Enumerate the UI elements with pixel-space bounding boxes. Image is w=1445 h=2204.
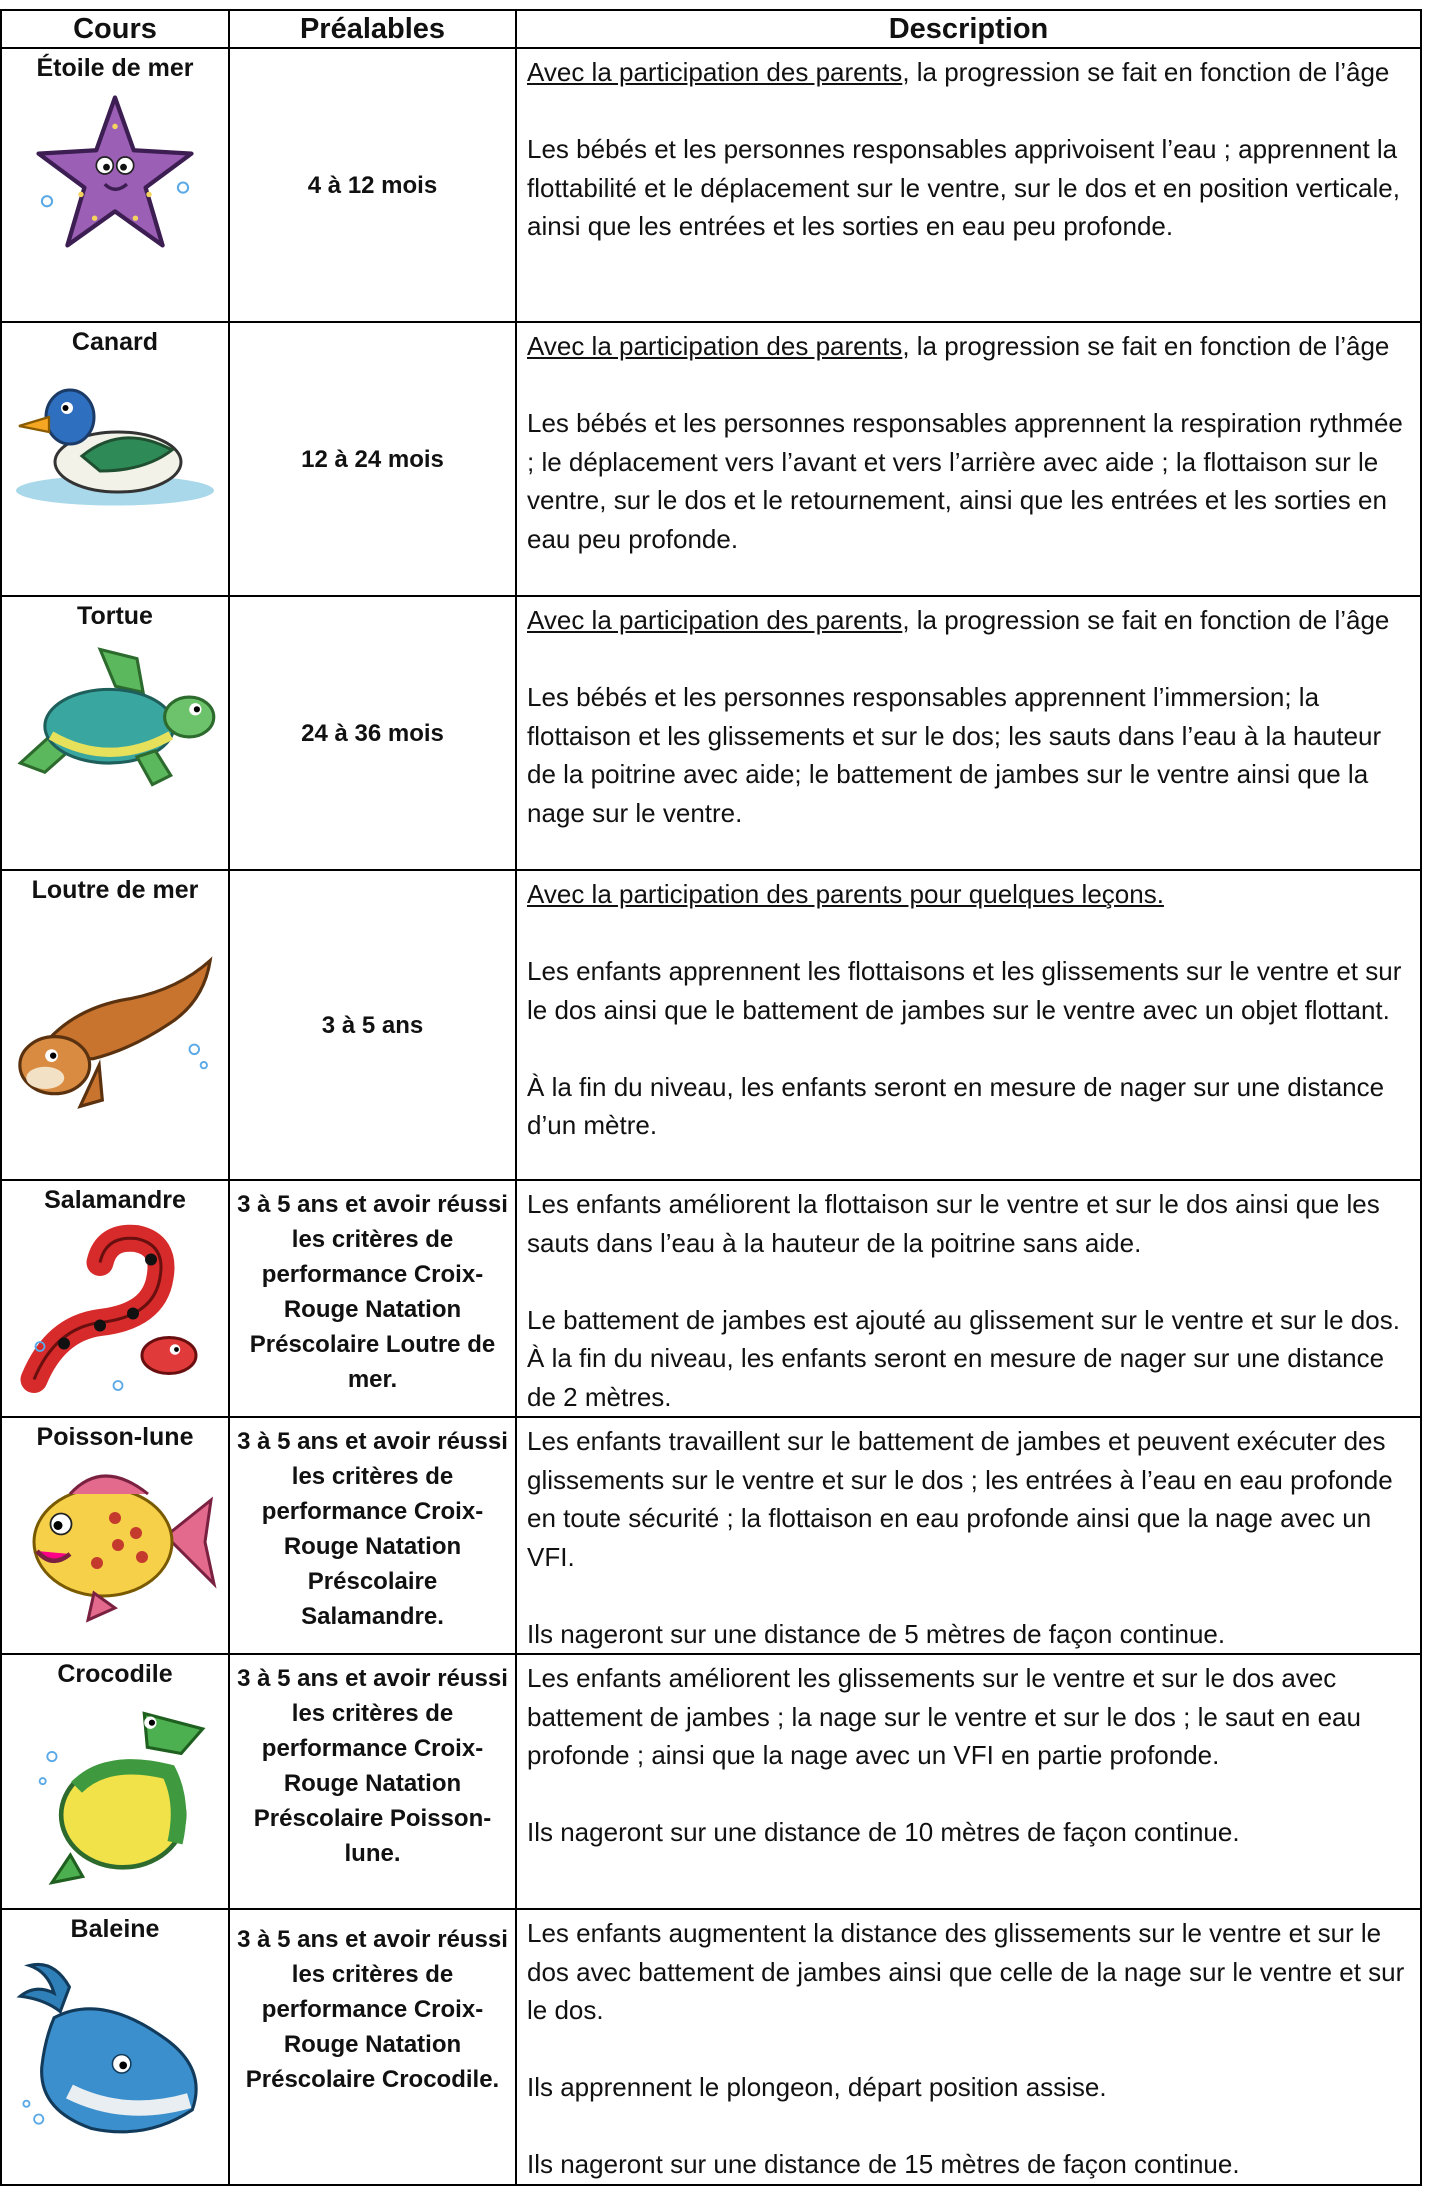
course-name: Tortue [77,602,153,630]
table-row [1,1417,1421,1654]
course-cell [1,322,229,596]
prereq-cell: 3 à 5 ans et avoir réussi les critères de performance Croix-Rouge Natation Préscolaire Salamandre. [229,1417,516,1654]
crocodile-icon [15,1695,215,1895]
table-row [1,596,1421,870]
description-cell [516,1909,1421,2185]
header-description: Description [516,10,1421,48]
desc-underlined: Avec la participation des parents [527,331,903,361]
desc-underlined: Avec la participation des parents [527,57,903,87]
course-name: Canard [71,328,159,356]
description-cell [516,48,1421,322]
header-row [1,10,1421,48]
course-name: Crocodile [57,1660,173,1688]
desc-paragraph: Les enfants améliorent la flottaison sur le ventre et sur le dos ainsi que les sauts dans l’eau à la hauteur de la poitrine sans aide. [527,1189,1380,1258]
prereq-cell: 3 à 5 ans et avoir réussi les critères de performance Croix-Rouge Natation Préscolaire Poisson-lune. [229,1654,516,1909]
course-table [0,9,1422,2186]
prereq-cell: 3 à 5 ans [229,870,516,1180]
header-course: Cours [1,10,229,48]
description-cell [516,1654,1421,1909]
table-row [1,1654,1421,1909]
description-cell [516,1180,1421,1417]
desc-paragraph: Ils nageront sur une distance de 10 mètres de façon continue. [527,1817,1240,1847]
desc-underlined: Avec la participation des parents [527,605,903,635]
prereq-cell: 24 à 36 mois [229,596,516,870]
desc-paragraph: Les enfants améliorent les glissements sur le ventre et sur le dos avec battement de jambes ; la nage sur le ventre et sur le dos ; le saut en eau profonde ; ainsi que la nage avec un VFI en partie profonde. [527,1663,1361,1770]
course-cell [1,48,229,322]
course-name: Loutre de mer [31,876,199,904]
course-name: Baleine [70,1915,160,1943]
prereq-cell: 3 à 5 ans et avoir réussi les critères de performance Croix-Rouge Natation Préscolaire Crocodile. [229,1909,516,2185]
desc-paragraph: Ils nageront sur une distance de 15 mètres de façon continue. [527,2149,1240,2179]
table-row [1,1180,1421,1417]
course-cell [1,1909,229,2185]
description-cell [516,322,1421,596]
header-prereq: Préalables [229,10,516,48]
duck-icon [10,363,220,513]
description-cell [516,870,1421,1180]
course-cell [1,1654,229,1909]
description-cell [516,596,1421,870]
prereq-cell: 12 à 24 mois [229,322,516,596]
starfish-icon [30,89,200,259]
table-row [1,1909,1421,2185]
table-row [1,322,1421,596]
course-cell [1,1417,229,1654]
prereq-cell: 3 à 5 ans et avoir réussi les critères de performance Croix-Rouge Natation Préscolaire Loutre de mer. [229,1180,516,1417]
desc-paragraph: Les enfants travaillent sur le battement de jambes et peuvent exécuter des glissements sur le ventre et sur le dos ; les entrées à l’eau en eau profonde en toute sécurité ; la flottaison en eau profonde ainsi que la nage avec un VFI. [527,1426,1393,1572]
desc-text: , la progression se fait en fonction de l’âge [902,57,1390,87]
course-cell [1,1180,229,1417]
description-cell [516,1417,1421,1654]
table-row [1,48,1421,322]
turtle-icon [8,637,223,797]
desc-paragraph: Ils nageront sur une distance de 5 mètres de façon continue. [527,1618,1226,1649]
desc-paragraph: Les bébés et les personnes responsables apprennent l’immersion; la flottaison et les glissements et sur le dos; les sauts dans l’eau à la hauteur de la poitrine avec aide; le battement de jambes sur le ventre ainsi que la nage sur le ventre. [527,682,1382,828]
desc-text: , la progression se fait en fonction de l’âge [902,605,1390,635]
whale-icon [8,1950,223,2150]
desc-paragraph: Les bébés et les personnes responsables apprennent la respiration rythmée ; le déplacement vers l’avant et vers l’arrière avec aide ; la flottaison sur le ventre, sur le dos et le retournement, ainsi que les entrées et les sorties en eau peu profonde. [527,408,1403,554]
desc-paragraph: Ils apprennent le plongeon, départ position assise. [527,2072,1107,2102]
salamander-icon [10,1221,220,1406]
sea-otter-icon [4,911,226,1121]
desc-paragraph: Les bébés et les personnes responsables apprivoisent l’eau ; apprennent la flottabilité et le déplacement sur le ventre, sur le dos et en position verticale, ainsi que les entrées et les sorties en eau peu profonde. [527,134,1400,241]
course-cell [1,596,229,870]
course-name: Poisson-lune [36,1423,194,1451]
desc-text: , la progression se fait en fonction de l’âge [902,331,1390,361]
desc-paragraph: Le battement de jambes est ajouté au glissement sur le ventre et sur le dos. À la fin du niveau, les enfants seront en mesure de nager sur une distance de 2 mètres. [527,1304,1400,1412]
desc-paragraph: À la fin du niveau, les enfants seront en mesure de nager sur une distance d’un mètre. [527,1071,1385,1140]
course-name: Salamandre [44,1186,186,1214]
desc-underlined: Avec la participation des parents pour quelques leçons. [527,879,1164,909]
table-row [1,870,1421,1180]
sunfish-icon [5,1458,225,1623]
course-name: Étoile de mer [36,54,194,82]
course-cell [1,870,229,1180]
desc-paragraph: Les enfants augmentent la distance des glissements sur le ventre et sur le dos avec battement de jambes ainsi que celle de la nage sur le ventre et sur le dos. [527,1918,1405,2025]
desc-paragraph: Les enfants apprennent les flottaisons et les glissements sur le ventre et sur le dos ainsi que le battement de jambes sur le ventre avec un objet flottant. [527,956,1402,1025]
prereq-cell: 4 à 12 mois [229,48,516,322]
